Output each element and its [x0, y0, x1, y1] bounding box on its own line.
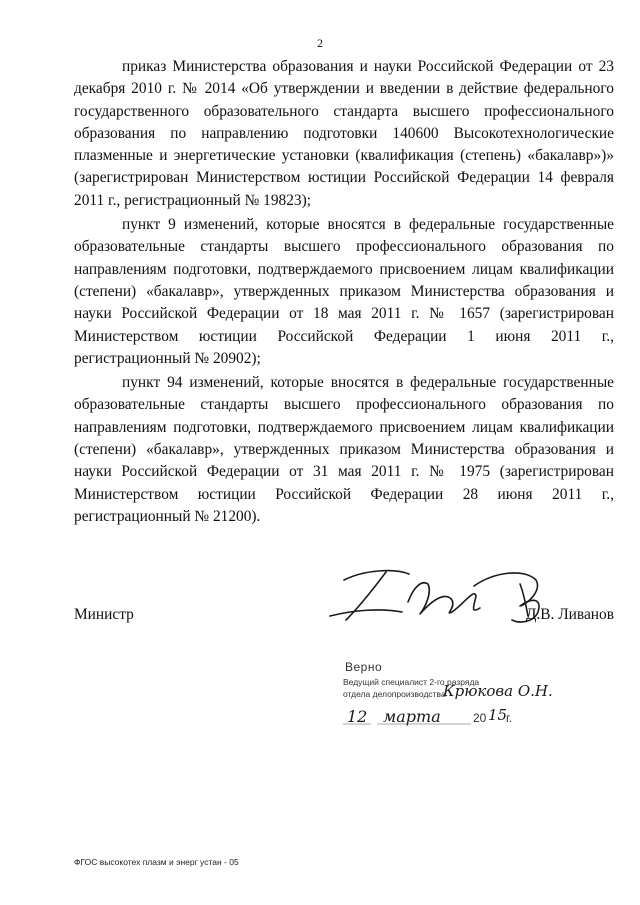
handwritten-signature: [324, 566, 554, 630]
signer-title: Министр: [74, 606, 134, 623]
page-number: 2: [317, 36, 323, 50]
cert-year-prefix: 20: [473, 711, 487, 725]
cert-position: Ведущий специалист 2-го разряда: [343, 677, 480, 687]
paragraph-order-2014: приказ Министерства образования и науки Российской Федерации от 23 декабря 2010 г. № 2014 «Об утверждении и введении в действие федерального государственного образовательного стандарта высшего профессионального образования по направлению подготовки 140600 Высокотехнологические плазменные и энергетические установки (квалификация (степень) «бакалавр»)» (зарегистрирован Министерством юстиции Российской Федерации 14 февраля 2011 г., регистрационный № 19823);: [74, 58, 614, 209]
cert-handwritten-day: 12: [347, 707, 368, 726]
cert-handwritten-month: марта: [383, 707, 441, 726]
document-body: [74, 56, 614, 530]
cert-department: отдела делопроизводства: [343, 689, 446, 699]
cert-year-end: г.: [506, 711, 513, 725]
cert-title: Верно: [345, 660, 383, 674]
cert-handwritten-name: Крюкова О.Н.: [443, 682, 553, 700]
signer-name: Д.В. Ливанов: [525, 606, 614, 623]
footer-filename: ФГОС высокотех плазм и энерг устан - 05: [74, 857, 239, 867]
cert-year-suffix: 15: [488, 706, 508, 724]
paragraph-item-9: пункт 9 изменений, которые вносятся в федеральные государственные образовательные стандарты высшего профессионального образования по направлениям подготовки, подтверждаемого присвоением лицам квалификации (степени) «бакалавр», утвержденных приказом Министерства образования и науки Российской Федерации от 18 мая 2011 г. № 1657 (зарегистрирован Министерством юстиции Российской Федерации 1 июня 2011 г., регистрационный № 20902);: [74, 216, 614, 367]
cert-handwriting: [325, 660, 565, 730]
certification-stamp: [325, 660, 565, 730]
paragraph-item-94: пункт 94 изменений, которые вносятся в федеральные государственные образовательные стандарты высшего профессионального образования по направлениям подготовки, подтверждаемого присвоением лицам квалификации (степени) «бакалавр», утвержденных приказом Министерства образования и науки Российской Федерации от 31 мая 2011 г. № 1975 (зарегистрирован Министерством юстиции Российской Федерации 28 июня 2011 г., регистрационный № 21200).: [74, 374, 614, 525]
signature-block: [74, 566, 614, 646]
